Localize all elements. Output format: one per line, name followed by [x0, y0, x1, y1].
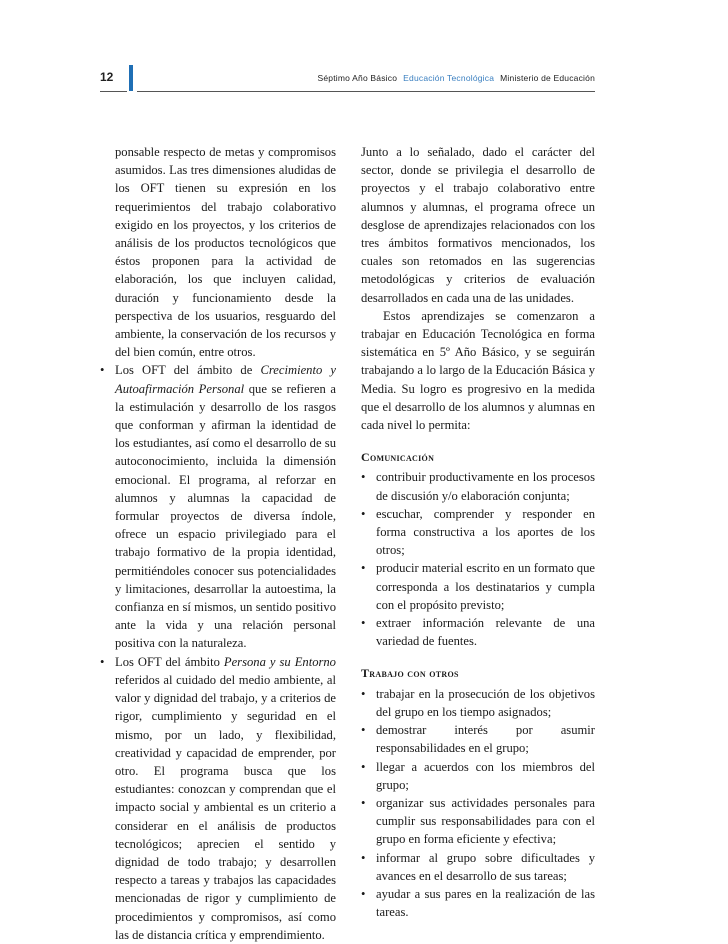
list-item-text: llegar a acuerdos con los miembros del grupo;: [376, 759, 595, 792]
list-item-text: extraer información relevante de una variedad de fuentes.: [376, 616, 595, 649]
list-item-text: producir material escrito en un formato que corresponda a los destinatarios y cumpla con el propósito previsto;: [376, 561, 595, 612]
list-item-text: demostrar interés por asumir responsabilidades en el grupo;: [376, 723, 595, 756]
bullet-text: referidos al cuidado del medio ambiente, al valor y dignidad del trabajo, y a criterios de rigor, cumplimiento y seguridad en el mismo, por un lado, y flexibilidad, creatividad y capacidad de emprender, por otro. El programa busca que los estudiantes: conozcan y comprendan que el impacto social y ambiental es un criterio a considerar en el análisis de productos tecnológicos; aprecien el sentido y dignidad de todo trabajo; y desarrollen respecto a tareas y trabajos las capacidades mencionadas de rigor y cumplimiento de procedimientos y compromisos, así como las de distancia crítica y emprendimiento.: [115, 672, 336, 942]
bullet-icon: •: [361, 795, 366, 810]
page-number: 12: [100, 70, 114, 84]
list-item: [361, 505, 595, 560]
list-item: [100, 361, 336, 652]
bullet-icon: •: [361, 561, 366, 576]
bullet-emphasis: Persona y su Entorno: [223, 654, 336, 669]
paragraph: Junto a lo señalado, dado el carácter del sector, donde se privilegia el desarrollo de proyectos y el trabajo colaborativo entre alumnos y alumnas, el programa ofrece un desglose de aprendizajes relacionados con los tres ámbitos formativos mencionados, los cuales son retomados en las sugerencias metodológicas y criterios de evaluación desarrollados en cada una de las unidades.: [361, 145, 595, 305]
running-head: [317, 73, 595, 83]
running-head-subject: Educación Tecnológica: [403, 73, 495, 83]
bullet-icon: •: [361, 723, 366, 738]
bullet-icon: •: [100, 654, 105, 669]
comunicacion-list: [361, 468, 595, 650]
bullet-text: Los OFT del ámbito: [115, 654, 224, 669]
bullet-emphasis: Crecimiento y Autoafirmación Personal: [115, 363, 336, 396]
list-item: [100, 653, 336, 944]
bullet-icon: •: [361, 686, 366, 701]
bullet-icon: •: [361, 759, 366, 774]
bullet-icon: •: [361, 470, 366, 485]
list-item: [361, 794, 595, 849]
continued-paragraph: ponsable respecto de metas y compromisos asumidos. Las tres dimensiones aludidas de los OFT tienen su expresión en los requerimientos del trabajo colaborativo exigido en los proyectos, y los criterios de análisis de los productos tecnológicos que éstos proponen para la actividad de elaboración, los que incluyen calidad, duración y funcionamiento desde la perspectiva de los usuarios, resguardo del ambiente, la conservación de los recursos y del bien común, entre otros.: [115, 145, 336, 360]
bullet-icon: •: [100, 363, 105, 378]
list-item: [361, 885, 595, 921]
list-item: [361, 721, 595, 757]
list-item-text: organizar sus actividades personales para cumplir sus responsabilidades para con el grupo en forma eficiente y efectiva;: [376, 795, 595, 847]
list-item-text: informar al grupo sobre dificultades y avances en el desarrollo de sus tareas;: [376, 850, 595, 883]
running-head-grade: Séptimo Año Básico: [317, 73, 398, 83]
bullet-text: que se refieren a la estimulación y desarrollo de los rasgos que conforman y afirman la identidad de los estudiantes, así como el desarrollo de su autoconocimiento, incluida la dimensión emocional. El programa, al reforzar en alumnos y alumnas la capacidad de formular proyectos de diversa índole, ofrece un espacio privilegiado para el trabajo formativo de la propia identidad, permitiéndoles conocer sus potencialidades y limitaciones, desarrollar la autoestima, la confianza en sí mismos, un sentido positivo ante la vida y una relación personal positiva con la naturaleza.: [115, 381, 336, 651]
list-item: [361, 614, 595, 650]
running-head-ministry: Ministerio de Educación: [500, 73, 595, 83]
section-title-comunicacion: Comunicación: [361, 450, 435, 465]
list-item-text: ayudar a sus pares en la realización de las tareas.: [376, 886, 595, 920]
bullet-icon: •: [361, 850, 366, 865]
list-item: [361, 468, 595, 504]
right-column: [361, 143, 595, 921]
bullet-text: Los OFT del ámbito de: [115, 363, 261, 378]
bullet-icon: •: [361, 886, 366, 901]
list-item: [361, 849, 595, 885]
header-accent-bar: [129, 65, 133, 91]
section-title-trabajo: Trabajo con otros: [361, 666, 459, 681]
list-item-text: trabajar en la prosecución de los objetivos del grupo en los tiempo asignados;: [376, 686, 595, 719]
list-item: [361, 559, 595, 614]
list-item: [361, 685, 595, 721]
trabajo-list: [361, 685, 595, 922]
left-column: [100, 143, 336, 944]
list-item-text: contribuir productivamente en los procesos de discusión y/o elaboración conjunta;: [376, 470, 595, 503]
list-item-text: escuchar, comprender y responder en forma constructiva a los aportes de los otros;: [376, 506, 595, 558]
page-header: [0, 0, 728, 100]
bullet-icon: •: [361, 616, 366, 631]
header-rule-right: [137, 91, 595, 92]
list-item: [361, 758, 595, 794]
paragraph: Estos aprendizajes se comenzaron a trabajar en Educación Tecnológica en forma sistemática en 5º Año Básico, y se seguirán trabajando a lo largo de la Educación Básica y Media. Su logro es progresivo en la medida que el desarrollo de los alumnos y alumnas en cada nivel lo permita:: [361, 308, 595, 433]
header-rule-left: [100, 91, 127, 92]
bullet-icon: •: [361, 506, 366, 521]
